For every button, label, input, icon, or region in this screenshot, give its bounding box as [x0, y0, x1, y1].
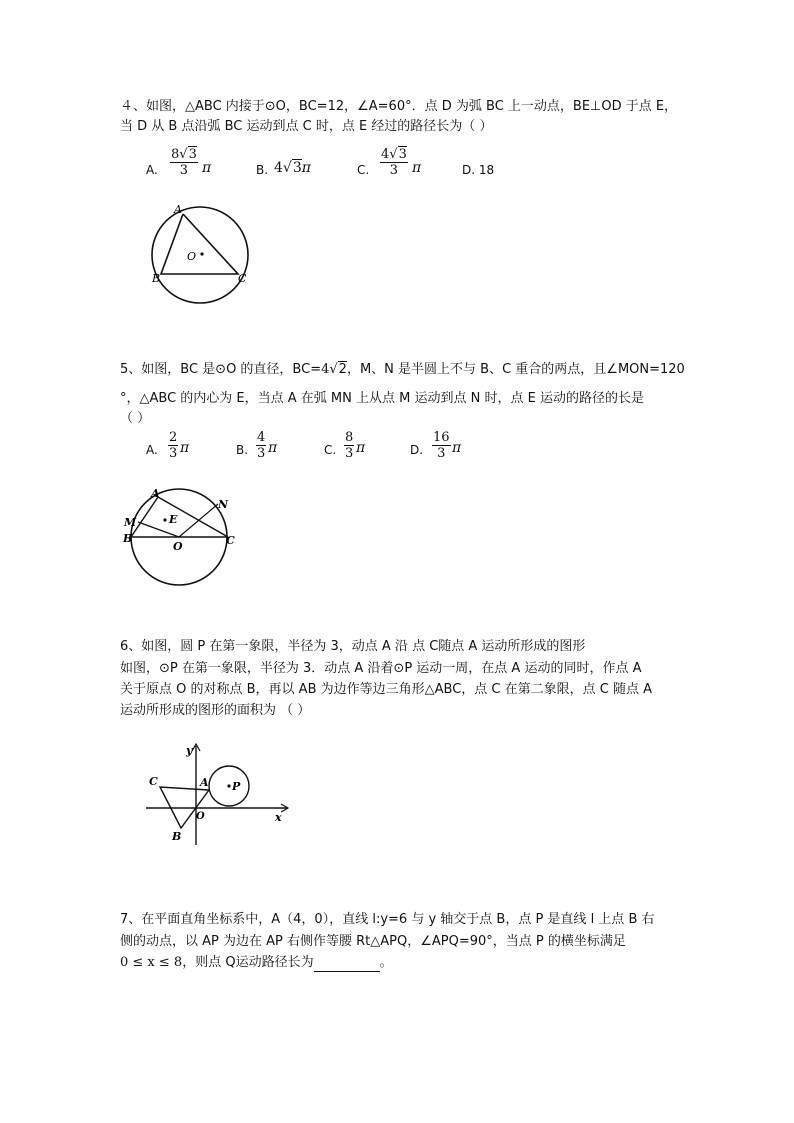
q4-label-b: B	[152, 272, 161, 285]
q5-option-a-fraction: $\frac{2}{3}$	[169, 430, 178, 461]
q6-line-1: 6、如图，圆 P 在第一象限，半径为 3，动点 A 沿 点 C随点 A 运动所形成的图形	[120, 639, 586, 654]
q7-answer-blank	[314, 957, 380, 972]
q7-line-3: 0 ≤ x ≤ 8，则点 Q运动路径长为 。	[120, 955, 393, 970]
q5-label-n: N	[218, 498, 229, 511]
q5-option-b-letter: B.	[236, 443, 249, 457]
q6-figure	[140, 740, 290, 848]
q5-option-a-letter: A.	[146, 443, 158, 457]
q4-line-1: ４、如图，△ABC 内接于⊙O，BC=12，∠A=60°．点 D 为弧 BC 上一动点，BE⊥OD 于点 E，	[120, 99, 678, 114]
q7-line-2: 侧的动点，以 AP 为边在 AP 右侧作等腰 Rt△APQ，∠APQ=90°，当点 P 的横坐标满足	[120, 934, 626, 949]
q6-line-2: 如图，⊙P 在第一象限，半径为 3．动点 A 沿着⊙P 运动一周，在点 A 运动的同时，作点 A	[120, 661, 642, 676]
q4-label-o: O	[187, 250, 197, 263]
q5-option-d-letter: D.	[410, 443, 424, 457]
q6-line-3: 关于原点 O 的对称点 B，再以 AB 为边作等边三角形△ABC，点 C 在第二象限，点 C 随点 A	[120, 682, 652, 697]
q4-option-a-fraction: $\frac{8√3}{3}$	[171, 147, 197, 178]
q4-option-c-letter: C.	[357, 163, 370, 177]
q5-option-c-fraction: $\frac{8}{3}$	[345, 430, 354, 461]
q5-option-b-fraction: $\frac{4}{3}$	[257, 430, 266, 461]
q4-label-a: A	[174, 203, 182, 216]
q4-figure	[145, 200, 255, 310]
q5-label-o: O	[173, 540, 183, 553]
q5-label-b: B	[123, 532, 133, 545]
q4-option-b-value: 4√3π	[274, 160, 311, 176]
q5-line-3: （ ）	[120, 411, 151, 426]
q5-label-e: E	[169, 513, 178, 526]
q6-label-a: A	[200, 776, 209, 789]
q4-line-2: 当 D 从 B 点沿弧 BC 运动到点 C 时，点 E 经过的路径长为（ ）	[120, 119, 493, 134]
q6-label-b: B	[172, 830, 182, 843]
q5-line-1: 5、如图，BC 是⊙O 的直径，BC=4√2，M、N 是半圆上不与 B、C 重合的两点，且∠MON=120	[120, 362, 685, 377]
q4-option-d: D. 18	[462, 163, 495, 177]
q6-label-o: O	[196, 811, 205, 822]
q5-label-c: C	[226, 534, 235, 547]
q5-figure	[118, 482, 248, 587]
q5-label-m: M	[124, 516, 137, 529]
q5-label-a: A	[151, 487, 160, 500]
q6-label-c: C	[149, 775, 158, 788]
q6-line-4: 运动所形成的图形的面积为 （ ）	[120, 703, 311, 718]
q4-option-b-letter: B.	[256, 163, 269, 177]
q6-label-y: y	[186, 744, 193, 757]
q4-label-c: C	[238, 272, 247, 285]
q4-option-a-letter: A.	[146, 163, 158, 177]
q5-line-2: °，△ABC 的内心为 E，当点 A 在弧 MN 上从点 M 运动到点 N 时，点 E 运动的路径的长是	[120, 391, 644, 406]
q5-option-d-fraction: $\frac{16}{3}$	[433, 430, 450, 461]
q7-line-1: 7、在平面直角坐标系中，A（4，0），直线 l:y=6 与 y 轴交于点 B，点 P 是直线 l 上点 B 右	[120, 912, 655, 927]
q6-label-x: x	[275, 811, 282, 824]
q6-label-p: P	[232, 780, 241, 793]
q4-option-c-fraction: $\frac{4√3}{3}$	[381, 147, 407, 178]
q5-option-c-letter: C.	[324, 443, 337, 457]
